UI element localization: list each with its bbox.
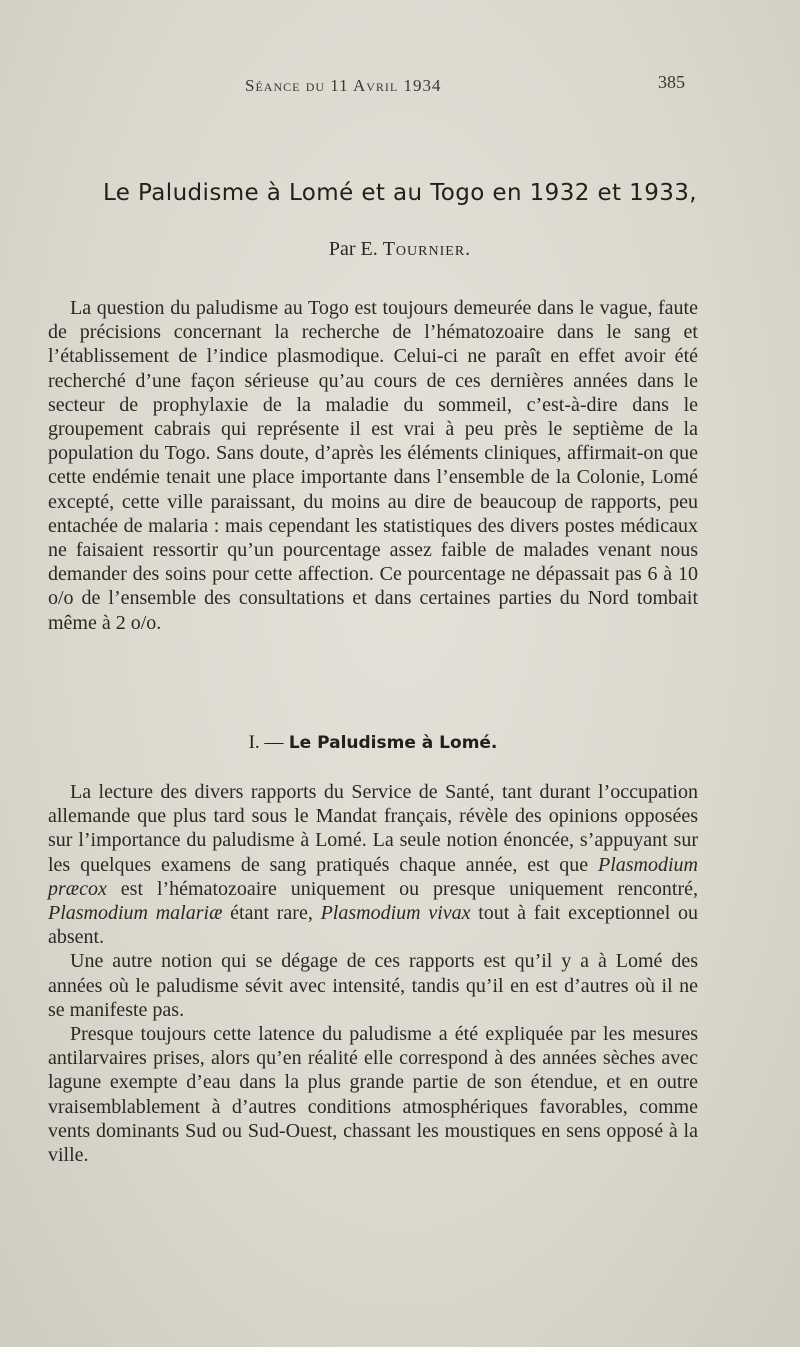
section-paragraph-3: Presque toujours cette latence du paludisme a été expliquée par les mesures antilarvaires prises, alors qu’en réalité elle correspond à des années sèches avec lagune exempte d’eau dans la plus grande partie de son étendue, et en outre vraisemblablement à d’autres conditions atmosphériques favorables, comme vents dominants Sud ou Sud-Ouest, chassant les moustiques en sens opposé à la ville. [48,1023,698,1167]
author-line [60,238,740,261]
running-head [240,72,690,102]
intro-section [48,296,698,635]
author-name: Tournier. [382,238,472,260]
author-prefix: Par E. [328,238,378,260]
p1-text-c: étant rare, [222,902,321,925]
section-number: I. — [248,732,284,753]
section-body [48,780,698,1167]
p1-text-d: tout à fait exceptionnel ou absent. [48,902,698,949]
section-paragraph-2: Une autre notion qui se dégage de ces rapports est qu’il y a à Lomé des années où le paludisme sévit avec intensité, tandis qu’il en est d’autres où il ne se manifeste pas. [48,950,698,1021]
section-heading [48,732,698,754]
species-praecox: Plasmodium præcox [48,853,698,900]
p1-text-a: La lecture des divers rapports du Service de Santé, tant durant l’occupation allemande que plus tard sous le Mandat français, révèle des opinions opposées sur l’importance du paludisme à Lomé. La seule notion énoncée, s’appuyant sur les quelques examens de sang pratiqués chaque année, est que [48,781,698,876]
intro-paragraph: La question du paludisme au Togo est toujours demeurée dans le vague, faute de précisions concernant la recherche de l’hématozoaire dans le sang et l’établissement de l’indice plasmodique. Celui-ci ne paraît en effet avoir été recherché d’une façon sérieuse qu’au cours de ces dernières années dans le secteur de prophylaxie de la maladie du sommeil, c’est-à-dire dans le groupement cabrais qui représente il est vrai à peu près le septième de la population du Togo. Sans doute, d’après les éléments cliniques, affirmait-on que cette endémie tenait une place importante dans l’ensemble de la Colonie, Lomé excepté, cette ville paraissant, du moins au dire de beaucoup de rapports, peu entachée de malaria : mais cependant les statistiques des divers postes médicaux ne faisaient ressortir qu’un pourcentage assez faible de malades venant nous demander des soins pour cette affection. Ce pourcentage ne dépassait pas 6 à 10 o/o de l’ensemble des consultations et dans certaines parties du Nord tombait même à 2 o/o. [48,297,698,634]
article-title: Le Paludisme à Lomé et au Togo en 1932 et 1933, [102,180,698,206]
species-vivax: Plasmodium vivax [320,902,471,925]
running-head-title: Séance du 11 Avril 1934 [245,76,442,95]
p1-text-b: est l’hématozoaire uniquement ou presque uniquement rencontré, [106,877,698,900]
page-number: 385 [658,72,685,92]
section-title: Le Paludisme à Lomé. [288,733,498,753]
section-paragraph-1 [48,780,698,949]
species-malariae: Plasmodium malariæ [48,902,223,925]
